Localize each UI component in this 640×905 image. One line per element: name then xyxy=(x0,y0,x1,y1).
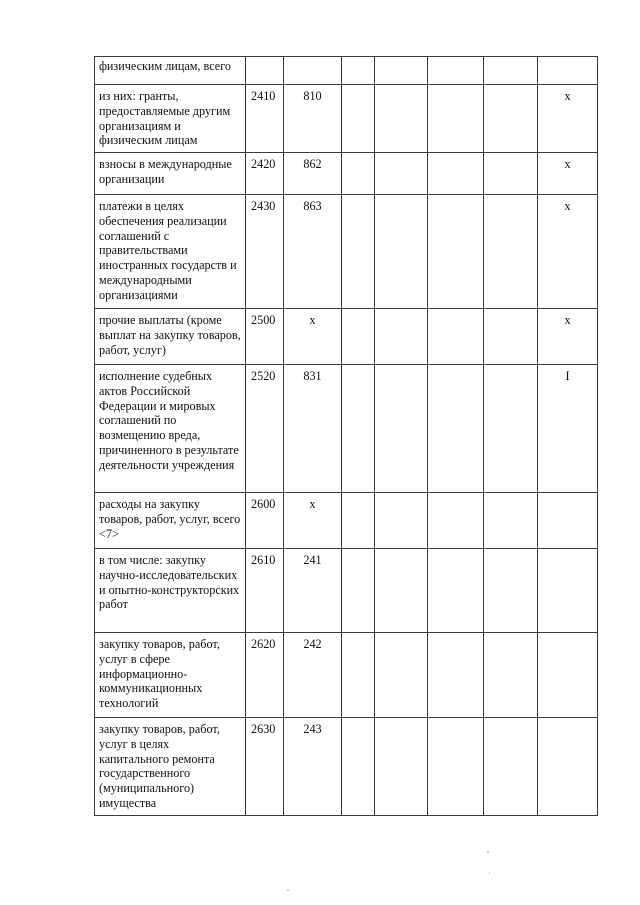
row-cell xyxy=(428,153,484,195)
row-cell xyxy=(342,633,375,718)
row-cell xyxy=(484,365,538,493)
row-kbk: x xyxy=(284,309,342,365)
scan-speck xyxy=(487,851,489,853)
row-name: исполнение судебных актов Российской Федерации и мировых соглашений по возмещению вреда, причиненного в результате деятельности учреждения xyxy=(95,365,246,493)
row-cell xyxy=(484,309,538,365)
scan-speck xyxy=(489,872,490,874)
row-cell xyxy=(484,633,538,718)
row-code: 2520 xyxy=(246,365,284,493)
row-name: взносы в международные организации xyxy=(95,153,246,195)
row-name: закупку товаров, работ, услуг в целях капитального ремонта государственного (муниципального) имущества xyxy=(95,718,246,816)
row-cell: x xyxy=(538,195,598,309)
row-cell xyxy=(428,493,484,549)
row-cell xyxy=(342,718,375,816)
row-name: закупку товаров, работ, услуг в сфере информационно-коммуникационных технологий xyxy=(95,633,246,718)
row-name: прочие выплаты (кроме выплат на закупку товаров, работ, услуг) xyxy=(95,309,246,365)
row-kbk xyxy=(284,57,342,85)
row-cell xyxy=(428,309,484,365)
row-kbk: 241 xyxy=(284,549,342,633)
row-cell xyxy=(428,85,484,153)
row-cell xyxy=(342,549,375,633)
row-cell xyxy=(375,153,428,195)
scan-speck xyxy=(487,197,488,199)
row-cell xyxy=(375,85,428,153)
row-cell xyxy=(342,493,375,549)
row-code: 2430 xyxy=(246,195,284,309)
row-cell xyxy=(375,549,428,633)
table-row xyxy=(95,153,598,195)
row-cell xyxy=(375,718,428,816)
row-kbk: 831 xyxy=(284,365,342,493)
row-cell: x xyxy=(538,85,598,153)
row-cell xyxy=(538,57,598,85)
row-name: из них: гранты, предоставляемые другим организациям и физическим лицам xyxy=(95,85,246,153)
row-cell xyxy=(375,493,428,549)
table-row xyxy=(95,85,598,153)
row-cell xyxy=(484,57,538,85)
row-code xyxy=(246,57,284,85)
row-cell xyxy=(484,85,538,153)
row-cell xyxy=(428,57,484,85)
row-kbk: 810 xyxy=(284,85,342,153)
row-kbk: 242 xyxy=(284,633,342,718)
row-name: в том числе: закупку научно-исследовательских и опытно-конструкторских работ xyxy=(95,549,246,633)
row-name: расходы на закупку товаров, работ, услуг, всего <7> xyxy=(95,493,246,549)
row-cell xyxy=(484,195,538,309)
row-cell: x xyxy=(538,153,598,195)
row-cell xyxy=(342,153,375,195)
row-cell xyxy=(538,633,598,718)
row-cell xyxy=(375,633,428,718)
row-cell xyxy=(342,309,375,365)
row-kbk: 243 xyxy=(284,718,342,816)
row-cell xyxy=(538,718,598,816)
row-name: физическим лицам, всего xyxy=(95,57,246,85)
row-code: 2500 xyxy=(246,309,284,365)
row-code: 2610 xyxy=(246,549,284,633)
row-cell: x xyxy=(538,309,598,365)
row-cell xyxy=(538,493,598,549)
row-cell xyxy=(484,718,538,816)
budget-table xyxy=(94,56,598,816)
row-cell xyxy=(375,309,428,365)
row-cell xyxy=(428,365,484,493)
row-cell xyxy=(342,85,375,153)
table-row xyxy=(95,195,598,309)
table-row xyxy=(95,549,598,633)
row-code: 2410 xyxy=(246,85,284,153)
row-kbk: 863 xyxy=(284,195,342,309)
row-cell: I xyxy=(538,365,598,493)
table-row xyxy=(95,365,598,493)
row-cell xyxy=(375,365,428,493)
row-kbk: 862 xyxy=(284,153,342,195)
table-row xyxy=(95,309,598,365)
row-cell xyxy=(342,57,375,85)
row-cell xyxy=(484,493,538,549)
row-cell xyxy=(484,153,538,195)
table-row xyxy=(95,493,598,549)
scan-speck xyxy=(287,889,289,891)
row-code: 2620 xyxy=(246,633,284,718)
row-kbk: x xyxy=(284,493,342,549)
row-cell xyxy=(375,195,428,309)
row-cell xyxy=(342,365,375,493)
row-code: 2600 xyxy=(246,493,284,549)
row-cell xyxy=(375,57,428,85)
row-cell xyxy=(428,549,484,633)
row-code: 2630 xyxy=(246,718,284,816)
row-cell xyxy=(538,549,598,633)
row-cell xyxy=(428,633,484,718)
row-name: платежи в целях обеспечения реализации соглашений с правительствами иностранных государств и международными организациями xyxy=(95,195,246,309)
table-row xyxy=(95,57,598,85)
table-row xyxy=(95,718,598,816)
row-code: 2420 xyxy=(246,153,284,195)
row-cell xyxy=(428,718,484,816)
row-cell xyxy=(342,195,375,309)
row-cell xyxy=(428,195,484,309)
table-row xyxy=(95,633,598,718)
row-cell xyxy=(484,549,538,633)
